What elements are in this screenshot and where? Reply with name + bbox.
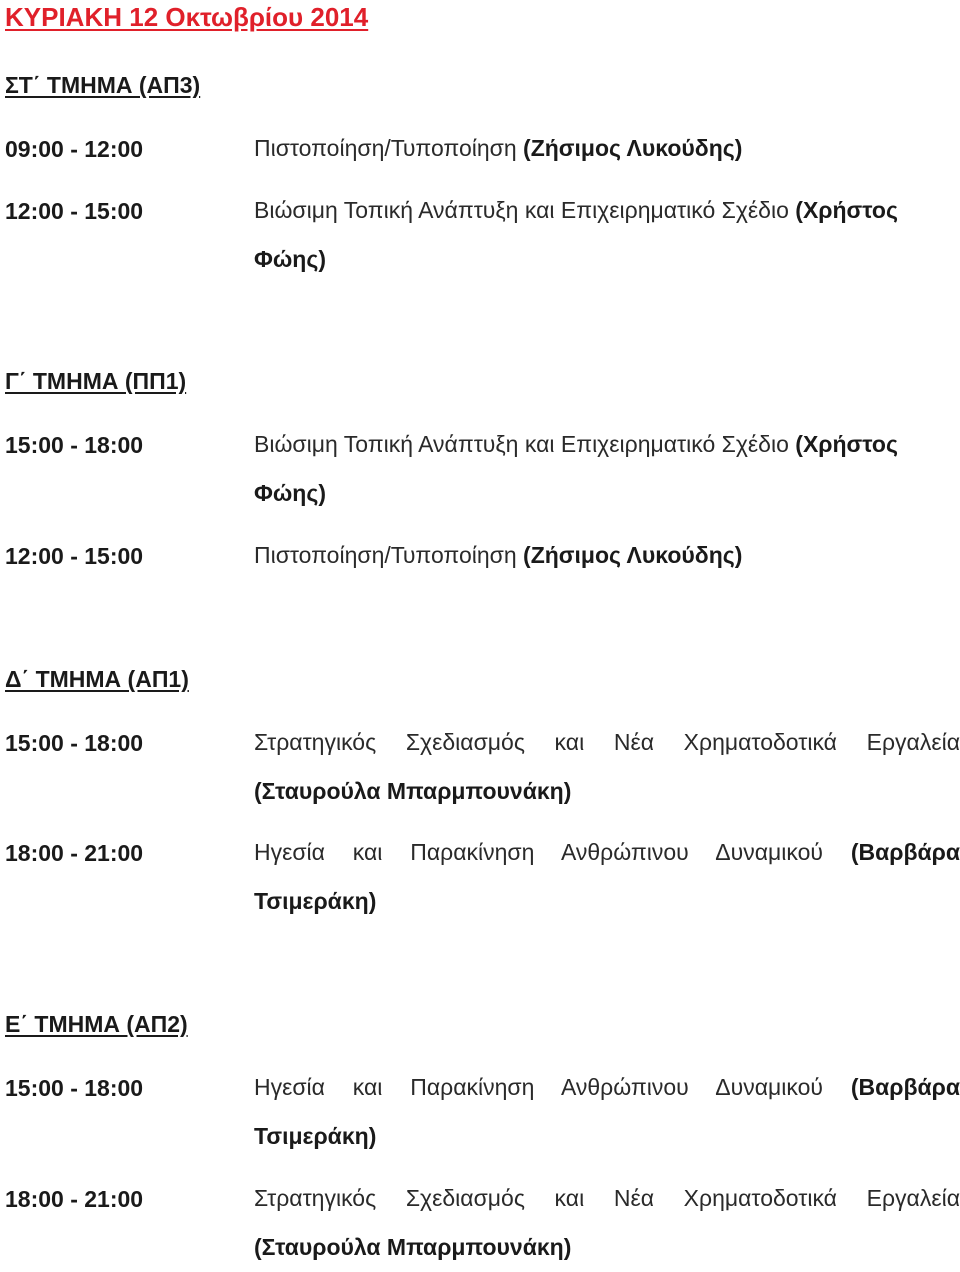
session-description bbox=[254, 420, 960, 518]
session-description bbox=[254, 1174, 960, 1272]
section-heading: ΣΤ΄ ΤΜΗΜΑ (ΑΠ3) bbox=[5, 72, 201, 98]
teacher-name: (Βαρβάρα Τσιμεράκη) bbox=[254, 1074, 960, 1149]
session-time: 15:00 - 18:00 bbox=[5, 432, 144, 458]
page-title: ΚΥΡΙΑΚΗ 12 Οκτωβρίου 2014 bbox=[5, 2, 369, 32]
teacher-name: (Βαρβάρα Τσιμεράκη) bbox=[254, 839, 960, 914]
session-time: 15:00 - 18:00 bbox=[5, 730, 144, 756]
session-description bbox=[254, 531, 960, 580]
session-time: 12:00 - 15:00 bbox=[5, 543, 144, 569]
course-name: Βιώσιμη Τοπική Ανάπτυξη και Επιχειρηματικό Σχέδιο bbox=[254, 197, 789, 223]
course-name: Ηγεσία και Παρακίνηση Ανθρώπινου Δυναμικού bbox=[254, 1074, 823, 1100]
session-description bbox=[254, 828, 960, 926]
session-time: 09:00 - 12:00 bbox=[5, 136, 144, 162]
teacher-name: (Χρήστος Φώης) bbox=[254, 431, 898, 506]
session-description bbox=[254, 718, 960, 816]
course-name: Βιώσιμη Τοπική Ανάπτυξη και Επιχειρηματικό Σχέδιο bbox=[254, 431, 789, 457]
course-name: Ηγεσία και Παρακίνηση Ανθρώπινου Δυναμικού bbox=[254, 839, 823, 865]
section-heading: Γ΄ ΤΜΗΜΑ (ΠΠ1) bbox=[5, 368, 187, 394]
session-description bbox=[254, 1063, 960, 1161]
session-description bbox=[254, 186, 960, 284]
course-name: Πιστοποίηση/Τυποποίηση bbox=[254, 542, 517, 568]
session-time: 18:00 - 21:00 bbox=[5, 1186, 144, 1212]
teacher-name: (Ζήσιμος Λυκούδης) bbox=[523, 542, 743, 568]
section-heading: Ε΄ ΤΜΗΜΑ (ΑΠ2) bbox=[5, 1011, 188, 1037]
section-heading: Δ΄ ΤΜΗΜΑ (ΑΠ1) bbox=[5, 666, 189, 692]
course-name: Πιστοποίηση/Τυποποίηση bbox=[254, 135, 517, 161]
session-time: 15:00 - 18:00 bbox=[5, 1075, 144, 1101]
teacher-name: (Σταυρούλα Μπαρμπουνάκη) bbox=[254, 1234, 572, 1260]
course-name: Στρατηγικός Σχεδιασμός και Νέα Χρηματοδοτικά Εργαλεία bbox=[254, 1185, 960, 1211]
teacher-name: (Ζήσιμος Λυκούδης) bbox=[523, 135, 743, 161]
session-time: 12:00 - 15:00 bbox=[5, 198, 144, 224]
teacher-name: (Χρήστος Φώης) bbox=[254, 197, 898, 272]
session-time: 18:00 - 21:00 bbox=[5, 840, 144, 866]
teacher-name: (Σταυρούλα Μπαρμπουνάκη) bbox=[254, 778, 572, 804]
session-description bbox=[254, 124, 960, 173]
course-name: Στρατηγικός Σχεδιασμός και Νέα Χρηματοδοτικά Εργαλεία bbox=[254, 729, 960, 755]
